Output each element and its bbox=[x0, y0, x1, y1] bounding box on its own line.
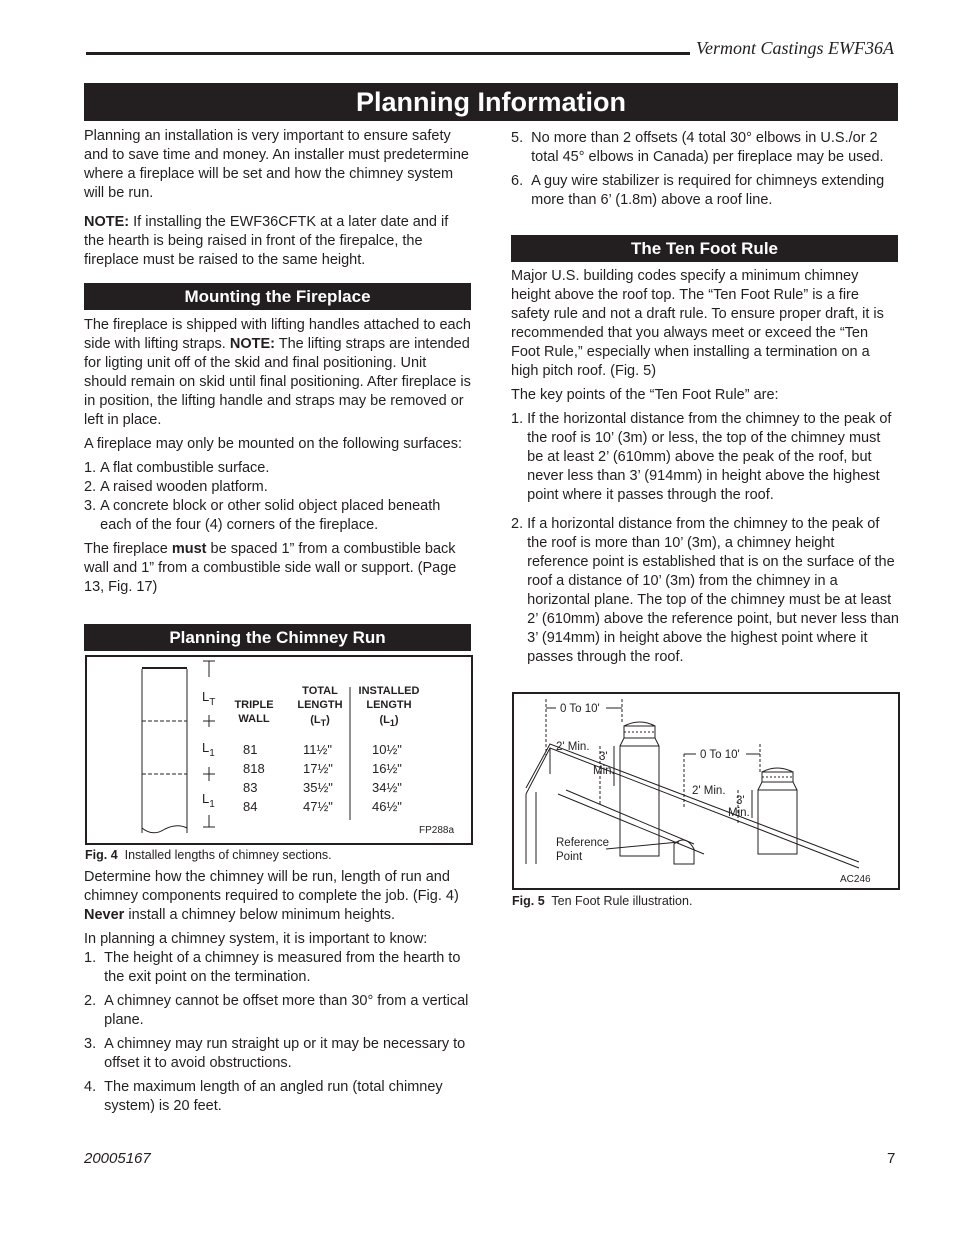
list-item bbox=[511, 129, 899, 167]
intro-paragraph: Planning an installation is very important to ensure safety and to save time and money. An installer must predetermine where a fireplace will be set and how the chimney system will be run. bbox=[84, 128, 469, 201]
list-item bbox=[84, 1078, 472, 1116]
caption-text: Installed lengths of chimney sections. bbox=[117, 848, 332, 862]
mounting-heading: Mounting the Fireplace bbox=[84, 283, 471, 310]
mounting-p1-note: NOTE: bbox=[229, 336, 275, 352]
mounting-section bbox=[84, 316, 472, 602]
ten-foot-rule-diagram bbox=[514, 694, 898, 888]
three-min-label-2b: Min. bbox=[728, 807, 750, 819]
table-cell-total: 11½" bbox=[303, 742, 332, 757]
chimney-sections-diagram bbox=[87, 657, 471, 843]
list-item bbox=[511, 172, 899, 210]
chimney-p1-text-b: install a chimney below minimum heights. bbox=[124, 907, 396, 923]
list-text: A raised wooden platform. bbox=[100, 479, 268, 495]
two-min-label-2: 2' Min. bbox=[692, 785, 726, 797]
list-num: 2. bbox=[84, 993, 105, 1009]
note-text: If installing the EWF36CFTK at a later date and if the hearth is being raised in front of the firepalce, the fireplace must be raised to the same height. bbox=[84, 214, 449, 268]
list-text: The maximum length of an angled run (total chimney system) is 20 feet. bbox=[104, 1079, 443, 1114]
three-min-label-1b: Min. bbox=[593, 765, 615, 777]
list-text: A flat combustible surface. bbox=[100, 460, 270, 476]
list-text: If the horizontal distance from the chimney to the peak of the roof is 10’ (3m) or less, the top of the chimney must be at least 2’ (610mm) above the peak of the roof, but never less than 3’ (914mm) in height above the highest point where it passes through the roof. bbox=[527, 411, 892, 503]
l1-label-top: $L_1$ bbox=[202, 740, 215, 759]
surface-list bbox=[84, 459, 472, 535]
chimney-p2: In planning a chimney system, it is important to know: bbox=[84, 931, 428, 947]
tenfoot-heading: The Ten Foot Rule bbox=[511, 235, 898, 262]
list-text: No more than 2 offsets (4 total 30° elbows in U.S./or 2 total 45° elbows in Canada) per fireplace may be used. bbox=[531, 130, 884, 165]
table-cell-total: 17½" bbox=[303, 761, 333, 776]
note-label: NOTE: bbox=[84, 214, 130, 230]
col-header-total-2: LENGTH bbox=[297, 699, 343, 711]
list-item bbox=[84, 497, 472, 535]
page-title: Planning Information bbox=[84, 83, 898, 121]
mounting-p3-text-a: The fireplace bbox=[84, 541, 172, 557]
two-min-label-1: 2' Min. bbox=[556, 741, 590, 753]
chimney-list bbox=[84, 949, 472, 1116]
list-num: 1. bbox=[84, 460, 101, 476]
mounting-p3-text-b: be spaced 1” from a combustible back wall and 1” from a combustible side wall or support. (Page 13, Fig. 17) bbox=[84, 541, 457, 595]
table-cell-installed: 16½" bbox=[372, 761, 402, 776]
caption-label: Fig. 5 bbox=[512, 894, 545, 908]
lt-label: $L_T$ bbox=[202, 689, 216, 708]
list-text: A concrete block or other solid object placed beneath each of the four (4) corners of the fireplace. bbox=[100, 498, 441, 533]
figure-5-caption bbox=[512, 893, 900, 909]
mounting-p1-text-a: The fireplace is shipped with lifting handles attached to each side with lifting straps. bbox=[84, 317, 471, 352]
table-cell-installed: 10½" bbox=[372, 742, 402, 757]
figure-4-caption bbox=[85, 847, 473, 863]
three-min-label-2a: 3' bbox=[736, 795, 745, 807]
list-num: 1. bbox=[511, 411, 528, 427]
list-item bbox=[511, 410, 899, 505]
figure-code: FP288a bbox=[419, 825, 455, 836]
table-cell-wall: 83 bbox=[243, 780, 258, 795]
zero-to-ten-label-2: 0 To 10' bbox=[700, 749, 740, 761]
figure-code: AC246 bbox=[840, 874, 871, 885]
zero-to-ten-label-1: 0 To 10' bbox=[560, 703, 600, 715]
table-cell-wall: 818 bbox=[243, 761, 265, 776]
list-num: 1. bbox=[84, 950, 105, 966]
col-header-total-3: $(L_T)$ bbox=[310, 714, 330, 728]
mounting-p2: A fireplace may only be mounted on the following surfaces: bbox=[84, 436, 463, 452]
caption-text: Ten Foot Rule illustration. bbox=[544, 894, 693, 908]
table-cell-total: 35½" bbox=[303, 780, 333, 795]
chimney-heading: Planning the Chimney Run bbox=[84, 624, 471, 651]
page-number: 7 bbox=[887, 1150, 896, 1167]
list-item bbox=[84, 478, 472, 497]
list-num: 3. bbox=[84, 498, 101, 514]
tenfoot-list bbox=[511, 410, 899, 667]
reference-label-b: Point bbox=[556, 851, 583, 863]
col-header-installed-3: $(L_1)$ bbox=[379, 714, 399, 728]
chimney-section bbox=[84, 868, 472, 1121]
col-header-wall-2: WALL bbox=[238, 713, 270, 725]
figure-5 bbox=[512, 692, 900, 890]
figure-4 bbox=[85, 655, 473, 845]
list-text: A chimney cannot be offset more than 30° from a vertical plane. bbox=[104, 993, 469, 1028]
tenfoot-p2: The key points of the “Ten Foot Rule” are: bbox=[511, 387, 779, 403]
chimney-p1-text-a: Determine how the chimney will be run, length of run and chimney components required to complete the job. (Fig. 4) bbox=[84, 869, 459, 904]
table-cell-installed: 46½" bbox=[372, 799, 402, 814]
reference-label-a: Reference bbox=[556, 837, 610, 849]
header-brand: Vermont Castings EWF36A bbox=[696, 38, 894, 58]
col-header-total-1: TOTAL bbox=[302, 685, 338, 697]
mounting-p3 bbox=[84, 540, 472, 597]
list-item bbox=[84, 1035, 472, 1073]
col-header-wall-1: TRIPLE bbox=[234, 699, 274, 711]
list-num: 5. bbox=[511, 130, 532, 146]
document-number: 20005167 bbox=[84, 1150, 151, 1167]
table-cell-total: 47½" bbox=[303, 799, 333, 814]
list-text: A guy wire stabilizer is required for chimneys extending more than 6’ (1.8m) above a roof line. bbox=[531, 173, 885, 208]
table-cell-installed: 34½" bbox=[372, 780, 402, 795]
tenfoot-section bbox=[511, 267, 899, 667]
list-num: 3. bbox=[84, 1036, 105, 1052]
list-text: The height of a chimney is measured from the hearth to the exit point on the termination. bbox=[104, 950, 461, 985]
list-num: 6. bbox=[511, 173, 532, 189]
note-paragraph bbox=[84, 213, 472, 270]
list-num: 2. bbox=[511, 516, 528, 532]
table-cell-wall: 84 bbox=[243, 799, 258, 814]
left-column-top bbox=[84, 127, 472, 278]
list-num: 2. bbox=[84, 479, 101, 495]
l1-label-bottom: $L_1$ bbox=[202, 791, 215, 810]
list-item bbox=[511, 515, 899, 667]
header-rule bbox=[86, 52, 690, 55]
mounting-p1 bbox=[84, 316, 472, 430]
chimney-p1-never: Never bbox=[84, 907, 125, 923]
tenfoot-p1: Major U.S. building codes specify a minimum chimney height above the roof top. The “Ten Foot Rule” is a fire safety rule and not a draft rule. To ensure proper draft, it is recommended that you always meet or exceed the “Ten Foot Rule,” especially when installing a termination on a high pitch roof. (Fig. 5) bbox=[511, 268, 884, 379]
list-text: A chimney may run straight up or it may be necessary to offset it to avoid obstructions. bbox=[104, 1036, 466, 1071]
chimney-p1 bbox=[84, 868, 472, 925]
table-cell-wall: 81 bbox=[243, 742, 258, 757]
caption-label: Fig. 4 bbox=[85, 848, 118, 862]
mounting-p3-must: must bbox=[171, 541, 207, 557]
offset-list bbox=[511, 129, 899, 215]
mounting-p1-text-b: The lifting straps are intended for ligting unit off of the skid and final positioning. Unit should remain on skid until final positioning. After fireplace is in position, the lifting handle and straps may be removed or left in place. bbox=[84, 336, 471, 428]
col-header-installed-1: INSTALLED bbox=[358, 685, 420, 697]
three-min-label-1a: 3' bbox=[599, 751, 608, 763]
list-item bbox=[84, 459, 472, 478]
list-item bbox=[84, 992, 472, 1030]
list-num: 4. bbox=[84, 1079, 105, 1095]
col-header-installed-2: LENGTH bbox=[366, 699, 412, 711]
list-item bbox=[84, 949, 472, 987]
list-text: If a horizontal distance from the chimney to the peak of the roof is more than 10’ (3m), a chimney height reference point is established that is on the surface of the roof a distance of 10’ (3m) from the chimney in a horizontal plane. The top of the chimney must be at least 2’ (610mm) above the reference point, but never less than 3’ (914mm) in height above the highest point where it passes through the roof. bbox=[527, 516, 899, 665]
